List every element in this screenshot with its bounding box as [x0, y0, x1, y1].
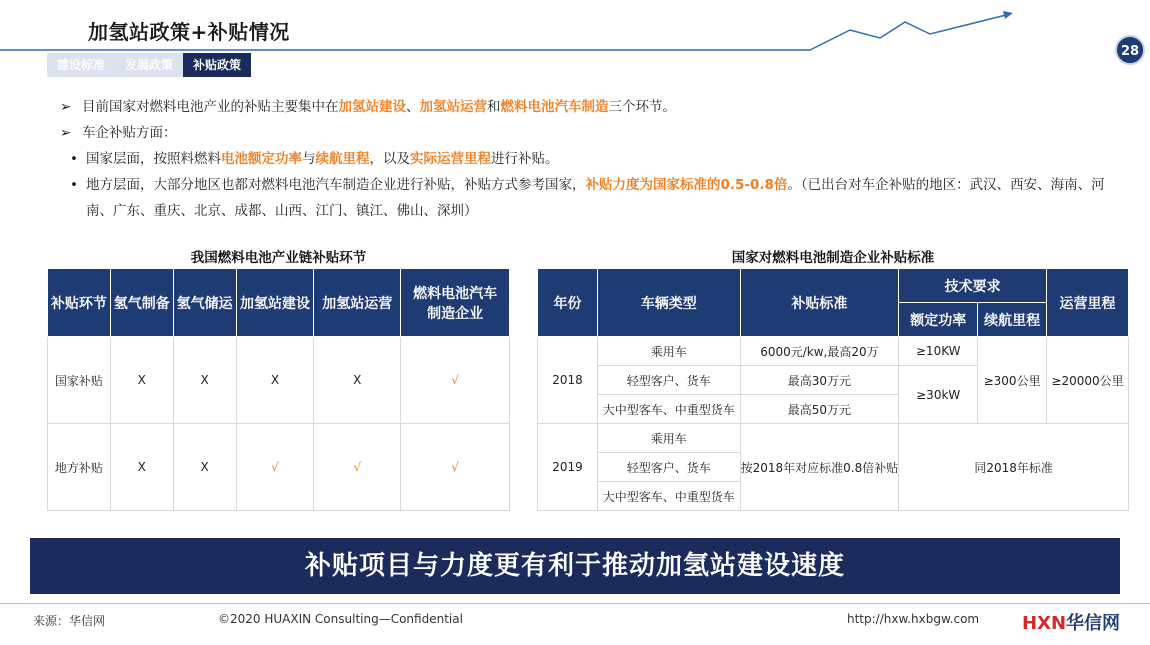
bullet-item [60, 120, 1130, 146]
table-cell: 乘用车 [597, 424, 740, 453]
check-mark-cell: √ [401, 424, 510, 511]
tab-construction-standards[interactable]: 建设标准 [47, 53, 115, 77]
table-cell: ≥300公里 [978, 337, 1047, 424]
table-cell: X [173, 337, 236, 424]
table-cell: X [314, 337, 401, 424]
bullet-text: 。（已出台对车企补贴的地区：武汉、西安、海南、河南、广东、重庆、北京、成都、山西、江门、镇江、佛山、深圳） [86, 177, 1105, 219]
highlight-text: 补贴力度为国家标准的0.5-0.8倍 [585, 177, 788, 193]
logo-mark-text: HXN [1022, 613, 1067, 634]
table-row [48, 424, 510, 511]
footer-divider [0, 603, 1150, 604]
bullet-item [60, 94, 1130, 120]
bullet-text: 、 [406, 99, 420, 115]
bullet-text: 车企补贴方面： [82, 125, 177, 141]
table-cell: 最高30万元 [740, 366, 899, 395]
section-tabs [47, 53, 251, 77]
table-header-cell: 补贴环节 [48, 269, 111, 337]
left-table-title: 我国燃料电池产业链补贴环节 [190, 250, 367, 266]
check-mark-cell: √ [314, 424, 401, 511]
year-cell: 2018 [538, 337, 598, 424]
subsidy-standard-table [537, 268, 1129, 511]
table-cell: 按2018年对应标准0.8倍补贴 [740, 424, 899, 511]
bullet-text: 三个环节。 [608, 99, 676, 115]
table-row [538, 424, 1129, 453]
table-cell: 大中型客车、中重型货车 [597, 482, 740, 511]
table-cell: ≥10KW [899, 337, 978, 366]
table-header-cell: 氢气储运 [173, 269, 236, 337]
table-header-cell: 运营里程 [1047, 269, 1129, 337]
highlight-text: 续航里程 [315, 151, 370, 167]
bullet-text: ，以及 [369, 151, 410, 167]
check-mark-cell: √ [236, 424, 314, 511]
table-cell: X [236, 337, 314, 424]
table-cell: 轻型客户、货车 [597, 366, 740, 395]
bullet-text: 与 [302, 151, 316, 167]
dot-bullet-icon: • [70, 151, 78, 167]
table-cell: 同2018年标准 [899, 424, 1129, 511]
footer-copyright: ©2020 HUAXIN Consulting—Confidential [218, 612, 463, 626]
check-mark-cell: √ [401, 337, 510, 424]
table-header-cell: 续航里程 [978, 303, 1047, 337]
table-header-cell: 氢气制备 [110, 269, 173, 337]
table-cell: 乘用车 [597, 337, 740, 366]
tab-development-policy[interactable]: 发展政策 [115, 53, 183, 77]
table-cell: ≥30kW [899, 366, 978, 424]
highlight-text: 燃料电池汽车制造 [500, 99, 609, 115]
table-cell: 轻型客户、货车 [597, 453, 740, 482]
table-header-cell: 加氢站建设 [236, 269, 314, 337]
bullet-text: 目前国家对燃料电池产业的补贴主要集中在 [82, 99, 339, 115]
row-label: 国家补贴 [48, 337, 111, 424]
conclusion-banner: 补贴项目与力度更有利于推动加氢站建设速度 [30, 538, 1120, 594]
table-header-cell: 年份 [538, 269, 598, 337]
table-header-cell: 技术要求 [899, 269, 1047, 303]
highlight-text: 加氢站建设 [338, 99, 406, 115]
sub-bullet-item [60, 172, 1130, 224]
table-header-cell: 车辆类型 [597, 269, 740, 337]
table-header-cell: 补贴标准 [740, 269, 899, 337]
logo-name-text: 华信网 [1066, 613, 1121, 634]
bullet-text: 国家层面，按照料燃料 [86, 151, 221, 167]
page-number-badge: 28 [1115, 35, 1145, 65]
tab-subsidy-policy[interactable]: 补贴政策 [183, 53, 251, 77]
bullet-text: 和 [487, 99, 501, 115]
highlight-text: 电池额定功率 [221, 151, 302, 167]
page-title: 加氢站政策+补贴情况 [88, 20, 290, 44]
table-cell: ≥20000公里 [1047, 337, 1129, 424]
table-row [48, 337, 510, 424]
huaxin-logo [1022, 609, 1120, 635]
row-label: 地方补贴 [48, 424, 111, 511]
table-cell: X [110, 424, 173, 511]
bullet-text: 地方层面，大部分地区也都对燃料电池汽车制造企业进行补贴，补贴方式参考国家， [86, 177, 586, 193]
table-header-cell: 额定功率 [899, 303, 978, 337]
highlight-text: 实际运营里程 [410, 151, 491, 167]
table-cell: X [173, 424, 236, 511]
footer-source: 来源：华信网 [33, 614, 106, 628]
subsidy-chain-table [47, 268, 510, 511]
table-cell: 大中型客车、中重型货车 [597, 395, 740, 424]
sub-bullet-item [60, 146, 1130, 172]
bullet-text: 进行补贴。 [491, 151, 559, 167]
dot-bullet-icon: • [70, 177, 78, 193]
right-table-title: 国家对燃料电池制造企业补贴标准 [731, 250, 935, 266]
table-cell: X [110, 337, 173, 424]
arrow-bullet-icon: ➢ [60, 125, 72, 141]
table-header-cell: 加氢站运营 [314, 269, 401, 337]
table-row [538, 337, 1129, 366]
footer-url[interactable]: http://hxw.hxbgw.com [847, 612, 980, 626]
table-cell: 最高50万元 [740, 395, 899, 424]
highlight-text: 加氢站运营 [419, 99, 487, 115]
table-cell: 6000元/kw,最高20万 [740, 337, 899, 366]
table-header-cell: 燃料电池汽车制造企业 [401, 269, 510, 337]
arrow-bullet-icon: ➢ [60, 99, 72, 115]
year-cell: 2019 [538, 424, 598, 511]
bullet-list [60, 94, 1130, 224]
